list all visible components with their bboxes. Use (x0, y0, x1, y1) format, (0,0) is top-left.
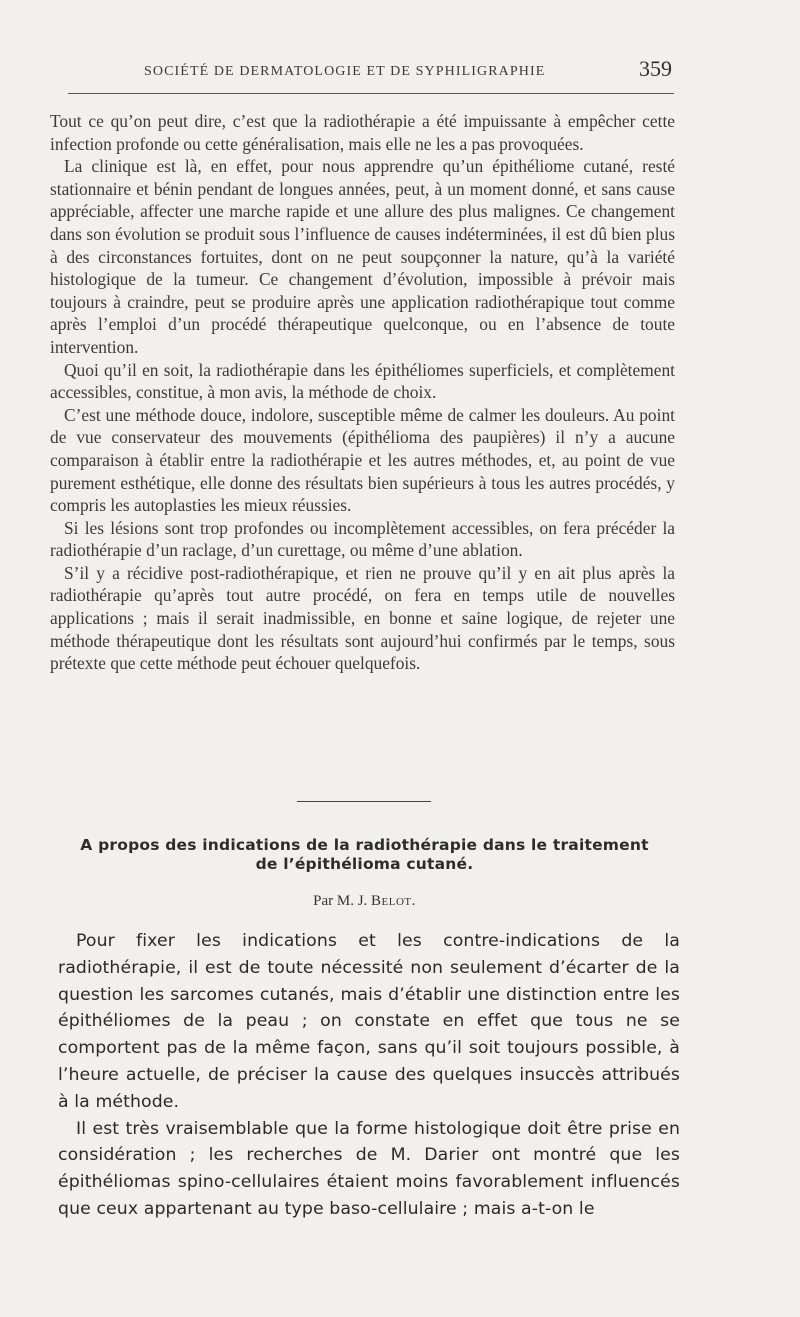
article-title (52, 836, 677, 874)
paragraph: La clinique est là, en effet, pour nous apprendre qu’un épithéliome cutané, resté stationnaire et bénin pendant de longues années, peut, à un moment donné, et sans cause appréciable, affecter une marche rapide et une allure des plus malignes. Ce changement dans son évolution se produit sous l’influence de causes indéterminées, il est dû bien plus à des circonstances fortuites, dont on ne peut soupçonner la nature, qu’à la variété histologique de la tumeur. Ce changement d’évolution, impossible à prévoir mais toujours à craindre, peut se produire après une application radiothérapique tout comme après l’emploi d’un procédé thérapeutique quelconque, ou en l’absence de toute intervention. (50, 156, 675, 357)
header-rule (68, 93, 674, 94)
paragraph: C’est une méthode douce, indolore, susceptible même de calmer les douleurs. Au point de vue conservateur des mouvements (épithélioma des paupières) il n’y a aucune comparaison à établir entre la radiothérapie et les autres méthodes, et, au point de vue purement esthétique, elle donne des résultats bien supérieurs à tous les autres procédés, y compris les autoplasties les mieux réussies. (50, 404, 675, 516)
running-head: SOCIÉTÉ DE DERMATOLOGIE ET DE SYPHILIGRAPHIE (144, 64, 546, 79)
page-header (52, 56, 672, 86)
paragraph: Tout ce qu’on peut dire, c’est que la radiothérapie a été impuissante à empêcher cette infection profonde ou cette généralisation, mais elle ne les a pas provoquées. (50, 111, 675, 154)
article-title-line-2: de l’épithélioma cutané. (255, 855, 474, 873)
author-byline (52, 893, 677, 910)
byline-prefix: Par M. J. (313, 893, 368, 909)
paragraph: Si les lésions sont trop profondes ou incomplètement accessibles, on fera précéder la radiothérapie d’un raclage, d’un curettage, ou même d’une ablation. (50, 517, 675, 561)
author-name: Belot. (371, 893, 416, 909)
body-text-section-1 (50, 110, 675, 675)
article-title-line-1: A propos des indications de la radiothérapie dans le traitement (80, 836, 649, 854)
paragraph: Pour fixer les indications et les contre-indications de la radiothérapie, il est de toute nécessité non seulement d’écarter de la question les sarcomes cutanés, mais d’établir une distinction entre les épithéliomes de la peau ; on constate en effet que tous ne se comportent pas de la même façon, sans qu’il soit toujours possible, à l’heure actuelle, de préciser la cause des quelques insuccès attribués à la méthode. (58, 931, 680, 1112)
body-text-section-2 (58, 928, 680, 1223)
paragraph: S’il y a récidive post-radiothérapique, et rien ne prouve qu’il y en ait plus après la radiothérapie qu’après tout autre procédé, on fera en temps utile de nouvelles applications ; mais il serait inadmissible, en bonne et saine logique, de rejeter une méthode thérapeutique dont les résultats sont aujourd’hui confirmés par le temps, sous prétexte que cette méthode peut échouer quelquefois. (50, 562, 675, 674)
section-separator (297, 801, 431, 802)
paragraph: Quoi qu’il en soit, la radiothérapie dans les épithéliomes superficiels, et complètement accessibles, constitue, à mon avis, la méthode de choix. (50, 359, 675, 403)
paragraph: Il est très vraisemblable que la forme histologique doit être prise en considération ; les recherches de M. Darier ont montré que les épithéliomas spino-cellulaires étaient moins favorablement influencés que ceux appartenant au type baso-cellulaire ; mais a-t-on le (58, 1118, 680, 1219)
page-number: 359 (639, 56, 672, 81)
